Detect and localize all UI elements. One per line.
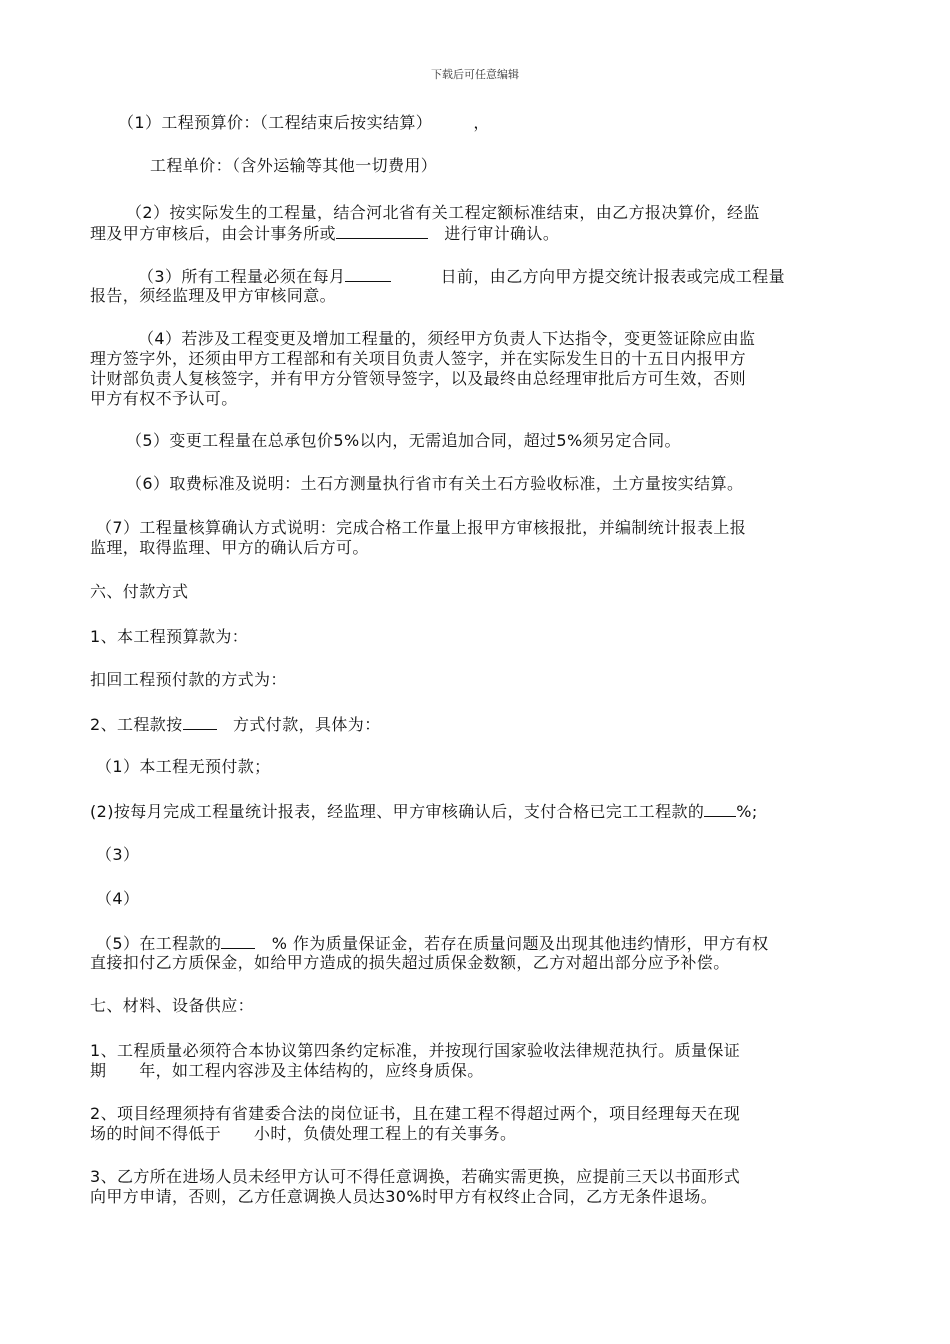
payment-2-item-3: （3） (96, 845, 140, 864)
clause-5-1-unit-price: 工程单价：（含外运输等其他一切费用） (150, 156, 438, 175)
material-1-line1: 1、工程质量必须符合本协议第四条约定标准，并按现行国家验收法律规范执行。质量保证 (90, 1041, 741, 1060)
clause-text: %; (736, 802, 758, 821)
payment-1-recovery: 扣回工程预付款的方式为： (90, 670, 287, 689)
payment-1: 1、本工程预算款为： (90, 627, 249, 646)
section-7-heading: 七、材料、设备供应： (90, 996, 255, 1015)
clause-5-4-line1: （4）若涉及工程变更及增加工程量的，须经甲方负责人下达指令，变更签证除应由监 (138, 329, 756, 348)
clause-5-6: （6）取费标准及说明：土石方测量执行省市有关土石方验收标准，土方量按实结算。 (126, 474, 744, 493)
clause-text: 理及甲方审核后，由会计事务所或 (90, 224, 337, 243)
clause-5-1: （1）工程预算价：（工程结束后按实结算） ， (118, 113, 490, 132)
payment-2 (90, 713, 865, 736)
fill-blank (345, 265, 391, 282)
clause-text: （3）所有工程量必须在每月 (138, 267, 346, 286)
clause-5-7-line2: 监理，取得监理、甲方的确认后方可。 (90, 538, 369, 557)
material-2-line1: 2、项目经理须持有省建委合法的岗位证书，且在建工程不得超过两个，项目经理每天在现 (90, 1104, 741, 1123)
page-header: 下载后可任意编辑 (431, 68, 519, 81)
clause-5-2-line2 (90, 222, 865, 245)
material-3-line2: 向甲方申请，否则，乙方任意调换人员达30%时甲方有权终止合同，乙方无条件退场。 (90, 1187, 718, 1206)
clause-text: (2)按每月完成工程量统计报表，经监理、甲方审核确认后，支付合格已完工工程款的 (90, 802, 705, 821)
payment-2-item-4: （4） (96, 889, 140, 908)
clause-text: % 作为质量保证金，若存在质量问题及出现其他违约情形，甲方有权 (271, 934, 769, 953)
fill-blank (221, 932, 255, 949)
fill-blank (704, 800, 736, 817)
material-1-line2: 期 年，如工程内容涉及主体结构的，应终身质保。 (90, 1061, 484, 1080)
clause-text: 进行审计确认。 (444, 224, 560, 243)
clause-text: （5）在工程款的 (96, 934, 222, 953)
clause-5-5: （5）变更工程量在总承包价5%以内，无需追加合同，超过5%须另定合同。 (126, 431, 681, 450)
clause-5-7-line1: （7）工程量核算确认方式说明：完成合格工作量上报甲方审核报批，并编制统计报表上报 (96, 518, 747, 537)
fill-blank (336, 222, 428, 239)
fill-blank (183, 713, 217, 730)
material-3-line1: 3、乙方所在进场人员未经甲方认可不得任意调换，若确实需更换，应提前三天以书面形式 (90, 1167, 741, 1186)
clause-text: 2、工程款按 (90, 715, 183, 734)
clause-5-2-line1: （2）按实际发生的工程量，结合河北省有关工程定额标准结束，由乙方报决算价，经监 (126, 203, 760, 222)
payment-2-item-5-line2: 直接扣付乙方质保金，如给甲方造成的损失超过质保金数额，乙方对超出部分应予补偿。 (90, 953, 730, 972)
section-6-heading: 六、付款方式 (90, 582, 189, 601)
payment-2-item-2 (90, 800, 865, 823)
material-2-line2: 场的时间不得低于 小时，负债处理工程上的有关事务。 (90, 1124, 517, 1143)
clause-5-3-line2: 报告，须经监理及甲方审核同意。 (90, 286, 337, 305)
clause-5-4-line3: 计财部负责人复核签字，并有甲方分管领导签字，以及最终由总经理审批后方可生效，否则 (90, 369, 747, 388)
clause-text: 日前，由乙方向甲方提交统计报表或完成工程量 (440, 267, 785, 286)
clause-text: 方式付款，具体为： (233, 715, 381, 734)
clause-5-4-line4: 甲方有权不予认可。 (90, 389, 238, 408)
clause-5-4-line2: 理方签字外，还须由甲方工程部和有关项目负责人签字，并在实际发生日的十五日内报甲方 (90, 349, 747, 368)
payment-2-item-1: （1）本工程无预付款； (96, 757, 271, 776)
